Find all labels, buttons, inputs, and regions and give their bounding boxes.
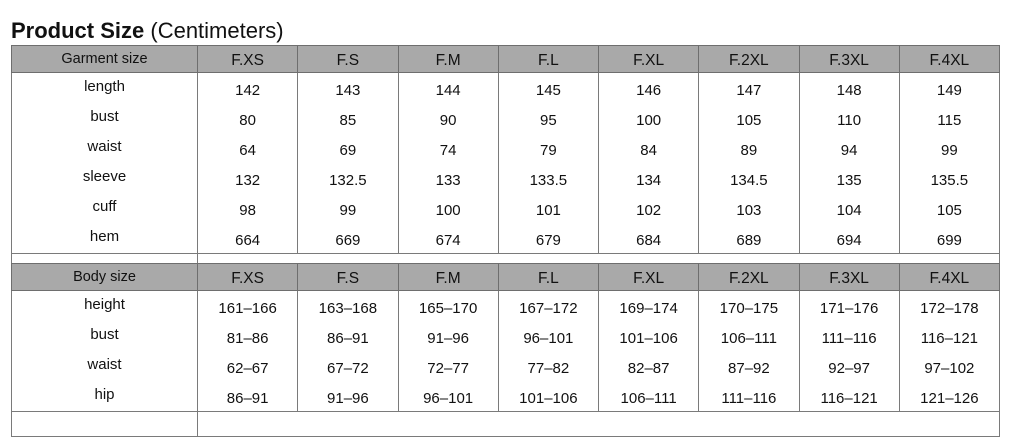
table-cell: 72–77 bbox=[398, 351, 498, 381]
table-cell: 106–111 bbox=[599, 381, 699, 412]
table-row-waist bbox=[12, 351, 1000, 381]
table-cell: 104 bbox=[799, 193, 899, 223]
table-cell: 90 bbox=[398, 103, 498, 133]
table-cell: 134 bbox=[599, 163, 699, 193]
size-header-fm: F.M bbox=[398, 46, 498, 73]
size-header-fxl: F.XL bbox=[599, 46, 699, 73]
table-cell: 99 bbox=[899, 133, 999, 163]
table-cell: 674 bbox=[398, 223, 498, 254]
table-cell: 89 bbox=[699, 133, 799, 163]
table-cell: 165–170 bbox=[398, 291, 498, 322]
size-header-f3xl: F.3XL bbox=[799, 46, 899, 73]
table-cell: 92–97 bbox=[799, 351, 899, 381]
table-cell: 689 bbox=[699, 223, 799, 254]
empty-cell bbox=[198, 412, 1000, 437]
table-cell: 87–92 bbox=[699, 351, 799, 381]
table-cell: 101–106 bbox=[599, 321, 699, 351]
table-cell: 79 bbox=[498, 133, 598, 163]
table-cell: 161–166 bbox=[198, 291, 298, 322]
table-cell: 106–111 bbox=[699, 321, 799, 351]
table-cell: 135 bbox=[799, 163, 899, 193]
table-cell: 132.5 bbox=[298, 163, 398, 193]
row-label: hip bbox=[12, 381, 198, 412]
row-label: cuff bbox=[12, 193, 198, 223]
table-row-bust bbox=[12, 321, 1000, 351]
table-cell: 101–106 bbox=[498, 381, 598, 412]
table-cell: 134.5 bbox=[699, 163, 799, 193]
table-cell: 694 bbox=[799, 223, 899, 254]
table-cell: 163–168 bbox=[298, 291, 398, 322]
table-cell: 148 bbox=[799, 73, 899, 104]
table-cell: 147 bbox=[699, 73, 799, 104]
table-cell: 679 bbox=[498, 223, 598, 254]
table-cell: 149 bbox=[899, 73, 999, 104]
table-cell: 169–174 bbox=[599, 291, 699, 322]
table-cell: 146 bbox=[599, 73, 699, 104]
table-cell: 684 bbox=[599, 223, 699, 254]
table-cell: 100 bbox=[599, 103, 699, 133]
table-cell: 74 bbox=[398, 133, 498, 163]
table-cell: 62–67 bbox=[198, 351, 298, 381]
table-cell: 170–175 bbox=[699, 291, 799, 322]
table-cell: 77–82 bbox=[498, 351, 598, 381]
table-cell: 97–102 bbox=[899, 351, 999, 381]
table-cell: 664 bbox=[198, 223, 298, 254]
table-cell: 103 bbox=[699, 193, 799, 223]
size-header-fl: F.L bbox=[498, 46, 598, 73]
table-cell: 133.5 bbox=[498, 163, 598, 193]
size-header-f4xl: F.4XL bbox=[899, 46, 999, 73]
table-cell: 100 bbox=[398, 193, 498, 223]
table-cell: 91–96 bbox=[298, 381, 398, 412]
table-row-hip bbox=[12, 381, 1000, 412]
table-cell: 82–87 bbox=[599, 351, 699, 381]
size-header-fxs: F.XS bbox=[198, 264, 298, 291]
row-label: length bbox=[12, 73, 198, 104]
table-cell: 84 bbox=[599, 133, 699, 163]
row-label: sleeve bbox=[12, 163, 198, 193]
row-label: waist bbox=[12, 351, 198, 381]
table-cell: 135.5 bbox=[899, 163, 999, 193]
table-cell: 105 bbox=[899, 193, 999, 223]
table-cell: 142 bbox=[198, 73, 298, 104]
table-cell: 115 bbox=[899, 103, 999, 133]
table-cell: 144 bbox=[398, 73, 498, 104]
table-cell: 143 bbox=[298, 73, 398, 104]
garment-size-table bbox=[11, 45, 1000, 279]
table-cell: 86–91 bbox=[298, 321, 398, 351]
row-label: hem bbox=[12, 223, 198, 254]
table-cell: 96–101 bbox=[398, 381, 498, 412]
table-cell: 133 bbox=[398, 163, 498, 193]
table-cell: 102 bbox=[599, 193, 699, 223]
table-cell: 94 bbox=[799, 133, 899, 163]
size-header-f3xl: F.3XL bbox=[799, 264, 899, 291]
table-cell: 669 bbox=[298, 223, 398, 254]
table-cell: 116–121 bbox=[799, 381, 899, 412]
size-header-fxs: F.XS bbox=[198, 46, 298, 73]
body-size-table bbox=[11, 263, 1000, 437]
table-cell: 81–86 bbox=[198, 321, 298, 351]
empty-row bbox=[12, 412, 1000, 437]
empty-cell bbox=[12, 412, 198, 437]
garment-header-row bbox=[12, 46, 1000, 73]
table-row-hem bbox=[12, 223, 1000, 254]
table-cell: 171–176 bbox=[799, 291, 899, 322]
size-header-fm: F.M bbox=[398, 264, 498, 291]
table-cell: 105 bbox=[699, 103, 799, 133]
size-header-fs: F.S bbox=[298, 46, 398, 73]
table-cell: 98 bbox=[198, 193, 298, 223]
table-cell: 64 bbox=[198, 133, 298, 163]
table-cell: 96–101 bbox=[498, 321, 598, 351]
body-header-row bbox=[12, 264, 1000, 291]
size-header-f4xl: F.4XL bbox=[899, 264, 999, 291]
table-row-bust bbox=[12, 103, 1000, 133]
table-cell: 132 bbox=[198, 163, 298, 193]
row-label: waist bbox=[12, 133, 198, 163]
table-cell: 145 bbox=[498, 73, 598, 104]
row-label: bust bbox=[12, 321, 198, 351]
table-cell: 69 bbox=[298, 133, 398, 163]
row-label: bust bbox=[12, 103, 198, 133]
table-cell: 121–126 bbox=[899, 381, 999, 412]
body-header-label: Body size bbox=[12, 264, 198, 291]
title-main: Product Size bbox=[11, 18, 145, 43]
table-cell: 167–172 bbox=[498, 291, 598, 322]
page-title bbox=[11, 18, 284, 44]
title-unit: (Centimeters) bbox=[150, 18, 284, 43]
table-cell: 110 bbox=[799, 103, 899, 133]
table-cell: 80 bbox=[198, 103, 298, 133]
table-row-length bbox=[12, 73, 1000, 104]
table-cell: 67–72 bbox=[298, 351, 398, 381]
table-row-sleeve bbox=[12, 163, 1000, 193]
table-cell: 85 bbox=[298, 103, 398, 133]
table-row-waist bbox=[12, 133, 1000, 163]
table-cell: 111–116 bbox=[699, 381, 799, 412]
size-header-fl: F.L bbox=[498, 264, 598, 291]
table-row-height bbox=[12, 291, 1000, 322]
table-cell: 172–178 bbox=[899, 291, 999, 322]
table-cell: 111–116 bbox=[799, 321, 899, 351]
size-header-fxl: F.XL bbox=[599, 264, 699, 291]
table-cell: 95 bbox=[498, 103, 598, 133]
size-header-f2xl: F.2XL bbox=[699, 264, 799, 291]
table-cell: 99 bbox=[298, 193, 398, 223]
size-header-fs: F.S bbox=[298, 264, 398, 291]
table-cell: 699 bbox=[899, 223, 999, 254]
table-cell: 91–96 bbox=[398, 321, 498, 351]
row-label: height bbox=[12, 291, 198, 322]
size-header-f2xl: F.2XL bbox=[699, 46, 799, 73]
garment-header-label: Garment size bbox=[12, 46, 198, 73]
table-cell: 86–91 bbox=[198, 381, 298, 412]
table-cell: 116–121 bbox=[899, 321, 999, 351]
table-row-cuff bbox=[12, 193, 1000, 223]
table-cell: 101 bbox=[498, 193, 598, 223]
